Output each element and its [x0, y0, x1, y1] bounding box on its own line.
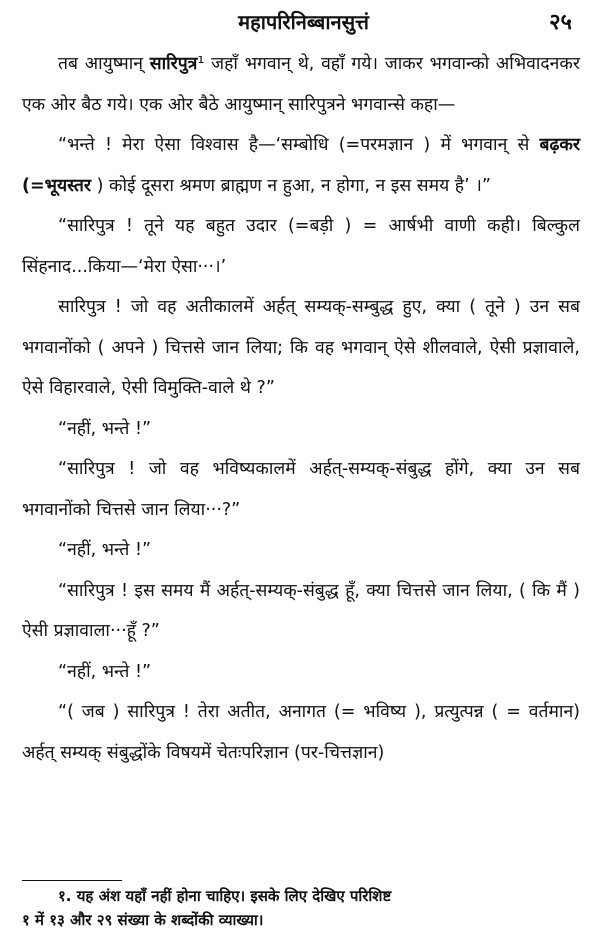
paragraph-4: सारिपुत्र ! जो वह अतीकालमें अर्हत् सम्यक्-सम्बुद्ध हुए, क्या ( तूने ) उन सब भगवानोंको ( अपने ) चित्तसे जान लिया; कि वह भगवान् ऐसे शीलवाले, ऐसी प्रज्ञावाले, ऐसे विहारवाले, ऐसी विमुक्ति-वाले थे ?” [22, 297, 580, 398]
name-sariputra: सारिपुत्र [149, 54, 198, 74]
page-header [22, 0, 580, 44]
paragraph-9: “नहीं, भन्ते !” [58, 661, 152, 682]
paragraph-7: “नहीं, भन्ते !” [58, 540, 152, 560]
footnote-line-2: १ में १३ और २९ संख्या के शब्दोंकी व्याख्या। [22, 911, 264, 929]
paragraph-1-text-a: तब आयुष्मान् [58, 54, 150, 74]
paragraph-2 [22, 125, 580, 206]
paragraph-2-text-a: “भन्ते ! मेरा ऐसा विश्वास है—‘सम्बोधि (=परमज्ञान ) में भगवान् से [58, 135, 540, 155]
body-text [22, 44, 580, 773]
paragraph-2-bold: बढ़कर (=भूयस्तर [22, 135, 580, 196]
footnote-line-1: १. यह अंश यहाँ नहीं होना चाहिए। इसके लिए देखिए परिशिष्ट [58, 887, 392, 905]
paragraph-2-text-b: ) कोई दूसरा श्रमण ब्राह्मण न हुआ, न होगा, न इस समय है’ ।” [91, 175, 491, 196]
running-title: महापरिनिब्बानसुत्तं [238, 10, 369, 34]
paragraph-8: “सारिपुत्र ! इस समय मैं अर्हत्-सम्यक्-संबुद्ध हूँ, क्या चित्तसे जान लिया, ( कि मैं ) ऐसी प्रज्ञावाला···हूँ ?” [22, 580, 580, 641]
page-number: २५ [549, 10, 572, 35]
footnote [22, 884, 580, 932]
paragraph-1-text-b: ¹ जहाँ भगवान् थे, वहाँ गये। जाकर भगवान्को अभिवादनकर एक ओर बैठ गये। एक ओर बैठे आयुष्मान् सारिपुत्रने भगवान्से कहा— [22, 54, 580, 115]
paragraph-10: “( जब ) सारिपुत्र ! तेरा अतीत, अनागत (= भविष्य ), प्रत्युत्पन्न ( = वर्तमान) अर्हत् सम्यक् संबुद्धोंके विषयमें चेतःपरिज्ञान (पर-चित्तज्ञान) [22, 702, 580, 763]
paragraph-6: “सारिपुत्र ! जो वह भविष्यकालमें अर्हत्-सम्यक्-संबुद्ध होंगे, क्या उन सब भगवानोंको चित्तसे जान लिया···?” [22, 459, 580, 520]
paragraph-1 [22, 44, 580, 125]
footnote-rule [22, 880, 122, 881]
paragraph-5: “नहीं, भन्ते !” [58, 418, 152, 439]
paragraph-3: “सारिपुत्र ! तूने यह बहुत उदार (=बड़ी ) = आर्षभी वाणी कही। बिल्कुल सिंहनाद...किया—‘मेरा ऐसा···।’ [22, 216, 580, 277]
